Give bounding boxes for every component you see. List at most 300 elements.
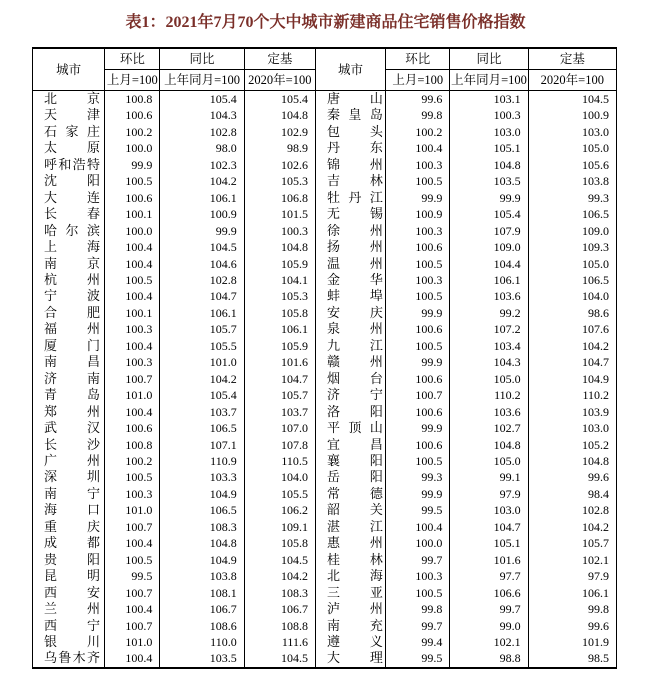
table-row: [33, 519, 617, 535]
city-cell: [33, 568, 105, 584]
table-row: [33, 305, 617, 321]
fixed-base-value: 105.5: [244, 486, 315, 502]
mom-value: 99.9: [386, 486, 450, 502]
city-name: 合肥: [44, 304, 100, 320]
fixed-base-value: 106.2: [244, 502, 315, 518]
table-header: [33, 48, 617, 91]
city-name: 南昌: [44, 354, 100, 370]
mom-value: 100.2: [105, 453, 160, 469]
yoy-value: 103.5: [160, 650, 244, 667]
city-name: 唐山: [326, 91, 383, 106]
yoy-value: 104.7: [450, 519, 528, 535]
city-name: 武汉: [44, 420, 100, 436]
mom-value: 100.3: [105, 354, 160, 370]
city-name: 上海: [44, 239, 100, 255]
fixed-base-value: 104.7: [244, 371, 315, 387]
city-name: 泸州: [326, 601, 383, 617]
fixed-base-value: 100.9: [528, 107, 616, 123]
header-fixed-base-right: 2020年=100: [528, 70, 616, 91]
city-cell: [33, 107, 105, 123]
yoy-value: 103.4: [450, 338, 528, 354]
city-name: 桂林: [326, 551, 383, 567]
mom-value: 99.9: [386, 190, 450, 206]
fixed-base-value: 106.7: [244, 601, 315, 617]
table-row: [33, 552, 617, 568]
fixed-base-value: 108.8: [244, 618, 315, 634]
city-cell: [315, 502, 385, 518]
mom-value: 100.5: [386, 585, 450, 601]
table-row: [33, 618, 617, 634]
yoy-value: 106.7: [160, 601, 244, 617]
yoy-value: 99.1: [450, 469, 528, 485]
city-cell: [315, 157, 385, 173]
city-name: 太原: [44, 140, 100, 156]
mom-value: 100.3: [386, 568, 450, 584]
mom-value: 100.3: [386, 272, 450, 288]
price-index-table: [32, 47, 617, 669]
city-name: 南京: [44, 255, 100, 271]
table-row: [33, 535, 617, 551]
mom-value: 100.4: [105, 256, 160, 272]
fixed-base-value: 106.5: [528, 206, 616, 222]
city-name: 兰州: [44, 601, 100, 617]
mom-value: 100.5: [386, 256, 450, 272]
mom-value: 100.7: [105, 519, 160, 535]
fixed-base-value: 104.5: [528, 91, 616, 108]
yoy-value: 107.1: [160, 437, 244, 453]
yoy-value: 103.6: [450, 404, 528, 420]
yoy-value: 99.7: [450, 601, 528, 617]
fixed-base-value: 105.6: [528, 157, 616, 173]
city-name: 遵义: [326, 633, 383, 649]
city-name: 沈阳: [44, 173, 100, 189]
city-cell: [33, 338, 105, 354]
city-cell: [33, 404, 105, 420]
city-cell: [315, 371, 385, 387]
fixed-base-value: 98.5: [528, 650, 616, 667]
city-cell: [315, 535, 385, 551]
mom-value: 100.4: [105, 288, 160, 304]
city-name: 常德: [326, 485, 383, 501]
yoy-value: 99.2: [450, 305, 528, 321]
fixed-base-value: 107.8: [244, 437, 315, 453]
city-cell: [315, 206, 385, 222]
fixed-base-value: 97.9: [528, 568, 616, 584]
header-yoy-left: 同比: [160, 48, 244, 70]
yoy-value: 105.4: [450, 206, 528, 222]
yoy-value: 105.7: [160, 321, 244, 337]
yoy-value: 108.1: [160, 585, 244, 601]
yoy-value: 102.8: [160, 124, 244, 140]
fixed-base-value: 101.6: [244, 354, 315, 370]
city-cell: [315, 486, 385, 502]
yoy-value: 106.1: [160, 190, 244, 206]
fixed-base-value: 99.6: [528, 469, 616, 485]
mom-value: 100.5: [105, 173, 160, 189]
city-cell: [315, 387, 385, 403]
city-name: 重庆: [44, 518, 100, 534]
city-cell: [33, 190, 105, 206]
yoy-value: 103.0: [450, 124, 528, 140]
mom-value: 100.6: [386, 321, 450, 337]
mom-value: 101.0: [105, 634, 160, 650]
city-name: 平顶山: [326, 420, 383, 436]
yoy-value: 106.5: [160, 502, 244, 518]
mom-value: 99.7: [386, 552, 450, 568]
city-name: 青岛: [44, 387, 100, 403]
yoy-value: 105.0: [450, 453, 528, 469]
mom-value: 100.6: [386, 437, 450, 453]
city-name: 大连: [44, 189, 100, 205]
yoy-value: 101.6: [450, 552, 528, 568]
mom-value: 100.2: [105, 124, 160, 140]
city-cell: [33, 437, 105, 453]
city-name: 海口: [44, 502, 100, 518]
yoy-value: 103.3: [160, 469, 244, 485]
fixed-base-value: 104.5: [244, 552, 315, 568]
city-cell: [33, 552, 105, 568]
mom-value: 100.5: [386, 338, 450, 354]
yoy-value: 104.8: [160, 535, 244, 551]
table-row: [33, 206, 617, 222]
city-cell: [33, 321, 105, 337]
fixed-base-value: 104.2: [528, 519, 616, 535]
city-cell: [33, 535, 105, 551]
mom-value: 100.3: [105, 486, 160, 502]
yoy-value: 104.2: [160, 371, 244, 387]
city-cell: [33, 519, 105, 535]
table-row: [33, 371, 617, 387]
mom-value: 101.0: [105, 502, 160, 518]
mom-value: 101.0: [105, 387, 160, 403]
city-cell: [33, 256, 105, 272]
yoy-value: 104.3: [450, 354, 528, 370]
city-name: 大理: [326, 650, 383, 666]
city-cell: [315, 568, 385, 584]
fixed-base-value: 109.3: [528, 239, 616, 255]
city-name: 安庆: [326, 304, 383, 320]
mom-value: 100.0: [386, 535, 450, 551]
table-row: [33, 272, 617, 288]
city-cell: [33, 124, 105, 140]
table-row: [33, 157, 617, 173]
table-row: [33, 239, 617, 255]
city-name: 岳阳: [326, 469, 383, 485]
table-row: [33, 453, 617, 469]
table-row: [33, 469, 617, 485]
yoy-value: 103.1: [450, 91, 528, 108]
city-name: 蚌埠: [326, 288, 383, 304]
yoy-value: 104.2: [160, 173, 244, 189]
city-name: 昆明: [44, 568, 100, 584]
city-name: 湛江: [326, 518, 383, 534]
table-row: [33, 107, 617, 123]
header-mom-right: 环比: [386, 48, 450, 70]
yoy-value: 103.6: [450, 288, 528, 304]
yoy-value: 103.5: [450, 173, 528, 189]
city-cell: [33, 140, 105, 156]
yoy-value: 100.3: [450, 107, 528, 123]
city-cell: [315, 321, 385, 337]
header-mom-base-right: 上月=100: [386, 70, 450, 91]
city-name: 呼和浩特: [44, 156, 100, 172]
fixed-base-value: 98.4: [528, 486, 616, 502]
fixed-base-value: 109.0: [528, 223, 616, 239]
fixed-base-value: 103.0: [528, 420, 616, 436]
mom-value: 100.2: [386, 124, 450, 140]
table-body: [33, 91, 617, 668]
city-name: 惠州: [326, 535, 383, 551]
fixed-base-value: 106.8: [244, 190, 315, 206]
city-cell: [315, 338, 385, 354]
mom-value: 99.9: [386, 420, 450, 436]
city-cell: [33, 223, 105, 239]
fixed-base-value: 102.1: [528, 552, 616, 568]
city-name: 北京: [44, 91, 100, 106]
city-cell: [33, 601, 105, 617]
yoy-value: 97.9: [450, 486, 528, 502]
city-name: 贵阳: [44, 551, 100, 567]
mom-value: 99.5: [386, 650, 450, 667]
city-cell: [315, 124, 385, 140]
yoy-value: 104.4: [450, 256, 528, 272]
city-name: 徐州: [326, 222, 383, 238]
city-name: 济宁: [326, 387, 383, 403]
mom-value: 99.5: [105, 568, 160, 584]
city-cell: [315, 650, 385, 667]
fixed-base-value: 105.8: [244, 535, 315, 551]
fixed-base-value: 104.0: [244, 469, 315, 485]
mom-value: 100.7: [386, 387, 450, 403]
city-name: 西安: [44, 584, 100, 600]
mom-value: 100.7: [105, 371, 160, 387]
fixed-base-value: 110.5: [244, 453, 315, 469]
city-cell: [315, 469, 385, 485]
yoy-value: 104.9: [160, 486, 244, 502]
table-row: [33, 256, 617, 272]
mom-value: 100.6: [386, 239, 450, 255]
city-name: 广州: [44, 452, 100, 468]
table-row: [33, 140, 617, 156]
yoy-value: 101.0: [160, 354, 244, 370]
city-name: 福州: [44, 321, 100, 337]
mom-value: 100.0: [105, 223, 160, 239]
yoy-value: 103.7: [160, 404, 244, 420]
header-row-1: [33, 48, 617, 70]
fixed-base-value: 109.1: [244, 519, 315, 535]
city-cell: [33, 420, 105, 436]
city-cell: [33, 272, 105, 288]
fixed-base-value: 103.9: [528, 404, 616, 420]
mom-value: 100.8: [105, 437, 160, 453]
fixed-base-value: 106.1: [244, 321, 315, 337]
table-row: [33, 338, 617, 354]
yoy-value: 107.2: [450, 321, 528, 337]
city-cell: [315, 190, 385, 206]
city-name: 丹东: [326, 140, 383, 156]
yoy-value: 110.0: [160, 634, 244, 650]
fixed-base-value: 105.0: [528, 256, 616, 272]
header-mom-base-left: 上月=100: [105, 70, 160, 91]
city-cell: [315, 453, 385, 469]
yoy-value: 109.0: [450, 239, 528, 255]
fixed-base-value: 103.0: [528, 124, 616, 140]
city-name: 九江: [326, 337, 383, 353]
fixed-base-value: 102.8: [528, 502, 616, 518]
city-cell: [315, 140, 385, 156]
header-fixedbase-right: 定基: [528, 48, 616, 70]
mom-value: 100.5: [386, 453, 450, 469]
city-cell: [315, 223, 385, 239]
city-name: 哈尔滨: [44, 222, 100, 238]
yoy-value: 104.9: [160, 552, 244, 568]
table-row: [33, 387, 617, 403]
city-name: 宜昌: [326, 436, 383, 452]
header-fixed-base-left: 2020年=100: [244, 70, 315, 91]
yoy-value: 104.6: [160, 256, 244, 272]
city-cell: [33, 206, 105, 222]
yoy-value: 110.2: [450, 387, 528, 403]
table-row: [33, 634, 617, 650]
fixed-base-value: 103.8: [528, 173, 616, 189]
fixed-base-value: 105.9: [244, 338, 315, 354]
city-name: 金华: [326, 271, 383, 287]
city-cell: [33, 469, 105, 485]
city-name: 烟台: [326, 370, 383, 386]
yoy-value: 99.0: [450, 618, 528, 634]
fixed-base-value: 100.3: [244, 223, 315, 239]
fixed-base-value: 98.6: [528, 305, 616, 321]
mom-value: 100.5: [105, 552, 160, 568]
header-fixedbase-left: 定基: [244, 48, 315, 70]
table-row: [33, 91, 617, 108]
yoy-value: 104.8: [450, 157, 528, 173]
mom-value: 99.7: [386, 618, 450, 634]
city-name: 韶关: [326, 502, 383, 518]
city-name: 洛阳: [326, 403, 383, 419]
table-row: [33, 486, 617, 502]
fixed-base-value: 101.9: [528, 634, 616, 650]
mom-value: 100.7: [105, 585, 160, 601]
city-cell: [33, 371, 105, 387]
page-title: 表1：2021年7月70个大中城市新建商品住宅销售价格指数: [125, 14, 526, 31]
mom-value: 100.3: [386, 223, 450, 239]
fixed-base-value: 104.5: [244, 650, 315, 667]
yoy-value: 107.9: [450, 223, 528, 239]
city-cell: [315, 519, 385, 535]
mom-value: 99.8: [386, 107, 450, 123]
fixed-base-value: 110.2: [528, 387, 616, 403]
city-name: 厦门: [44, 337, 100, 353]
mom-value: 100.5: [386, 173, 450, 189]
fixed-base-value: 104.0: [528, 288, 616, 304]
city-name: 宁波: [44, 288, 100, 304]
mom-value: 99.9: [386, 354, 450, 370]
city-cell: [315, 256, 385, 272]
yoy-value: 97.7: [450, 568, 528, 584]
fixed-base-value: 101.5: [244, 206, 315, 222]
yoy-value: 105.0: [450, 371, 528, 387]
city-name: 石家庄: [44, 123, 100, 139]
yoy-value: 102.3: [160, 157, 244, 173]
yoy-value: 106.1: [450, 272, 528, 288]
yoy-value: 102.1: [450, 634, 528, 650]
fixed-base-value: 104.8: [244, 239, 315, 255]
table-row: [33, 288, 617, 304]
fixed-base-value: 99.6: [528, 618, 616, 634]
fixed-base-value: 105.2: [528, 437, 616, 453]
city-cell: [33, 453, 105, 469]
city-name: 天津: [44, 107, 100, 123]
fixed-base-value: 99.3: [528, 190, 616, 206]
city-name: 无锡: [326, 206, 383, 222]
fixed-base-value: 105.7: [528, 535, 616, 551]
mom-value: 100.4: [386, 519, 450, 535]
header-mom-left: 环比: [105, 48, 160, 70]
city-cell: [33, 618, 105, 634]
city-name: 深圳: [44, 469, 100, 485]
fixed-base-value: 108.3: [244, 585, 315, 601]
mom-value: 99.9: [105, 157, 160, 173]
table-row: [33, 190, 617, 206]
yoy-value: 110.9: [160, 453, 244, 469]
city-name: 长春: [44, 206, 100, 222]
fixed-base-value: 105.0: [528, 140, 616, 156]
table-row: [33, 650, 617, 667]
fixed-base-value: 105.8: [244, 305, 315, 321]
mom-value: 100.8: [105, 91, 160, 108]
city-cell: [33, 650, 105, 667]
fixed-base-value: 104.7: [528, 354, 616, 370]
city-cell: [33, 354, 105, 370]
yoy-value: 105.4: [160, 91, 244, 108]
city-name: 西宁: [44, 617, 100, 633]
mom-value: 100.6: [386, 404, 450, 420]
city-name: 泉州: [326, 321, 383, 337]
yoy-value: 103.0: [450, 502, 528, 518]
mom-value: 100.5: [386, 288, 450, 304]
fixed-base-value: 105.7: [244, 387, 315, 403]
header-yoy-base-right: 上年同月=100: [450, 70, 528, 91]
yoy-value: 98.8: [450, 650, 528, 667]
city-cell: [315, 601, 385, 617]
fixed-base-value: 106.1: [528, 585, 616, 601]
mom-value: 100.1: [105, 305, 160, 321]
city-name: 襄阳: [326, 452, 383, 468]
city-cell: [315, 618, 385, 634]
yoy-value: 102.7: [450, 420, 528, 436]
city-name: 扬州: [326, 239, 383, 255]
city-cell: [315, 272, 385, 288]
yoy-value: 99.9: [160, 223, 244, 239]
city-name: 包头: [326, 123, 383, 139]
city-cell: [33, 502, 105, 518]
yoy-value: 99.9: [450, 190, 528, 206]
yoy-value: 104.7: [160, 288, 244, 304]
city-cell: [33, 634, 105, 650]
fixed-base-value: 104.2: [244, 568, 315, 584]
city-name: 乌鲁木齐: [44, 650, 100, 666]
mom-value: 100.7: [105, 618, 160, 634]
city-cell: [315, 288, 385, 304]
mom-value: 100.6: [105, 190, 160, 206]
yoy-value: 106.5: [160, 420, 244, 436]
mom-value: 99.6: [386, 91, 450, 108]
mom-value: 100.5: [105, 469, 160, 485]
mom-value: 99.3: [386, 469, 450, 485]
mom-value: 100.4: [105, 601, 160, 617]
yoy-value: 104.3: [160, 107, 244, 123]
